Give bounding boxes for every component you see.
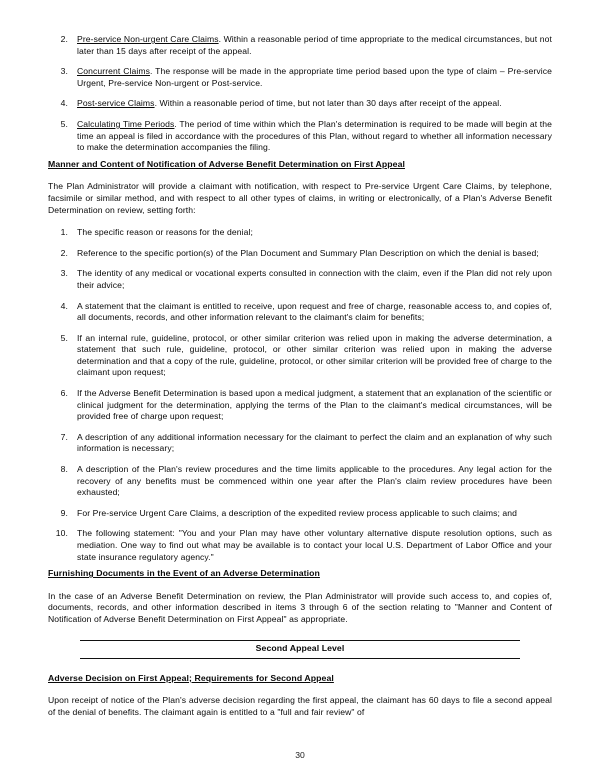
- list-item-body: [77, 98, 552, 110]
- list-item-text: A description of the Plan's review procedures and the time limits applicable to the procedures. Any legal action for the recovery of any benefits must be commenced within one year after the Plan's claim review procedures have been exhausted;: [77, 464, 552, 498]
- list-item: [48, 388, 552, 423]
- list-marker: 4.: [60, 300, 68, 311]
- page-number: 30: [295, 750, 305, 760]
- manner-and-content-intro: The Plan Administrator will provide a claimant with notification, with respect to Pre-service Urgent Care Claims, by telephone, facsimile or similar method, and with respect to all other types of claims, in writing or electronically, of a Plan's Adverse Benefit Determination on review, setting forth:: [48, 181, 552, 215]
- continued-numbered-list: [48, 34, 552, 154]
- list-item-text: Reference to the specific portion(s) of the Plan Document and Summary Plan Description on which the denial is based;: [77, 247, 539, 258]
- list-item: [48, 268, 552, 291]
- list-item-text: . Within a reasonable period of time appropriate to the medical circumstances, but not later than 15 days after receipt of the appeal.: [77, 34, 552, 56]
- list-marker: 4.: [60, 98, 68, 109]
- list-marker: 10.: [55, 528, 68, 539]
- furnishing-documents-paragraph: In the case of an Adverse Benefit Determination on review, the Plan Administrator will provide such access to, and copies of, documents, records, and other information described in items 3 through 6 of the section relating to "Manner and Content of Notification of Adverse Benefit Determination on First Appeal" as appropriate.: [48, 590, 552, 624]
- list-marker: 2.: [60, 247, 68, 258]
- list-marker: 3.: [60, 66, 68, 77]
- list-item-text: The identity of any medical or vocational experts consulted in connection with the claim, even if the Plan did not rely upon their advice;: [77, 268, 552, 290]
- list-item: [48, 333, 552, 379]
- list-item-body: [77, 34, 552, 57]
- list-item-text: A statement that the claimant is entitled to receive, upon request and free of charge, reasonable access to, and copies of, all documents, records, and other information relevant to the claimant's claim for benefits;: [77, 300, 552, 323]
- list-item: [48, 464, 552, 499]
- section-heading-furnishing-documents: Furnishing Documents in the Event of an Adverse Determination: [48, 568, 320, 579]
- band-title: Second Appeal Level: [255, 643, 345, 654]
- section-heading-manner-and-content: Manner and Content of Notification of Adverse Benefit Determination on First Appeal: [48, 158, 405, 169]
- list-item-body: [77, 66, 552, 89]
- band-rule-bottom: [80, 658, 520, 659]
- list-item: [48, 301, 552, 324]
- list-marker: 7.: [60, 431, 68, 442]
- list-item-text: . Within a reasonable period of time, but not later than 30 days after receipt of the appeal.: [154, 98, 502, 109]
- list-item-term: Calculating Time Periods: [77, 118, 175, 129]
- second-appeal-level-band: [48, 640, 552, 659]
- list-item: [48, 508, 552, 520]
- list-item: [48, 227, 552, 239]
- list-marker: 1.: [60, 227, 68, 238]
- list-item-text: The following statement: "You and your Plan may have other voluntary alternative dispute resolution options, such as mediation. One way to find out what may be available is to contact your local U.S. Department of Labor Office and your state insurance regulatory agency.": [77, 528, 552, 562]
- list-item: [48, 432, 552, 455]
- list-item: [48, 528, 552, 563]
- list-marker: 5.: [60, 118, 68, 129]
- list-item-body: [77, 119, 552, 154]
- list-item: [48, 66, 552, 89]
- list-item-text: If an internal rule, guideline, protocol, or other similar criterion was relied upon in making the adverse determination, a statement that such rule, guideline, protocol, or other similar criterion was relied upon in making the adverse determination and that a copy of the rule, guideline, protocol, or other similar criterion will be provided free of charge to the claimant upon request;: [77, 332, 552, 378]
- list-marker: 5.: [60, 332, 68, 343]
- list-marker: 3.: [60, 268, 68, 279]
- list-item-text: The specific reason or reasons for the denial;: [77, 227, 253, 238]
- list-item-text: For Pre-service Urgent Care Claims, a description of the expedited review process applicable to such claims; and: [77, 507, 517, 518]
- list-item-text: . The period of time within which the Plan's determination is required to be made will begin at the time an appeal is filed in accordance with the procedures of this Plan, without regard to whether all information necessary to make the determination accompanies the filing.: [77, 118, 553, 153]
- list-item-term: Concurrent Claims: [77, 66, 150, 77]
- list-marker: 9.: [60, 507, 68, 518]
- list-item: [48, 34, 552, 57]
- list-item: [48, 119, 552, 154]
- manner-and-content-list: [48, 227, 552, 563]
- list-marker: 6.: [60, 388, 68, 399]
- list-item-term: Post-service Claims: [77, 98, 155, 109]
- list-item-term: Pre-service Non-urgent Care Claims: [77, 34, 219, 44]
- list-item-text: A description of any additional information necessary for the claimant to perfect the claim and an explanation of why such information is necessary;: [77, 431, 552, 454]
- list-item: [48, 248, 552, 260]
- page-content: [48, 34, 552, 729]
- list-item: [48, 98, 552, 110]
- list-item-text: . The response will be made in the appropriate time period based upon the type of claim – Pre-service Urgent, Pre-service Non-urgent or Post-service.: [77, 66, 552, 88]
- list-marker: 8.: [60, 464, 68, 475]
- section-heading-adverse-decision: Adverse Decision on First Appeal; Requirements for Second Appeal: [48, 672, 334, 683]
- list-marker: 2.: [60, 34, 68, 44]
- list-item-text: If the Adverse Benefit Determination is based upon a medical judgment, a statement that an explanation of the scientific or clinical judgment for the determination, applying the terms of the Plan to the claimant's medical circumstances, will be provided free of charge upon request;: [77, 388, 552, 422]
- adverse-decision-paragraph: Upon receipt of notice of the Plan's adverse decision regarding the first appeal, the claimant has 60 days to file a second appeal of the denial of benefits. The claimant again is entitled to a "full and fair review" of: [48, 695, 552, 717]
